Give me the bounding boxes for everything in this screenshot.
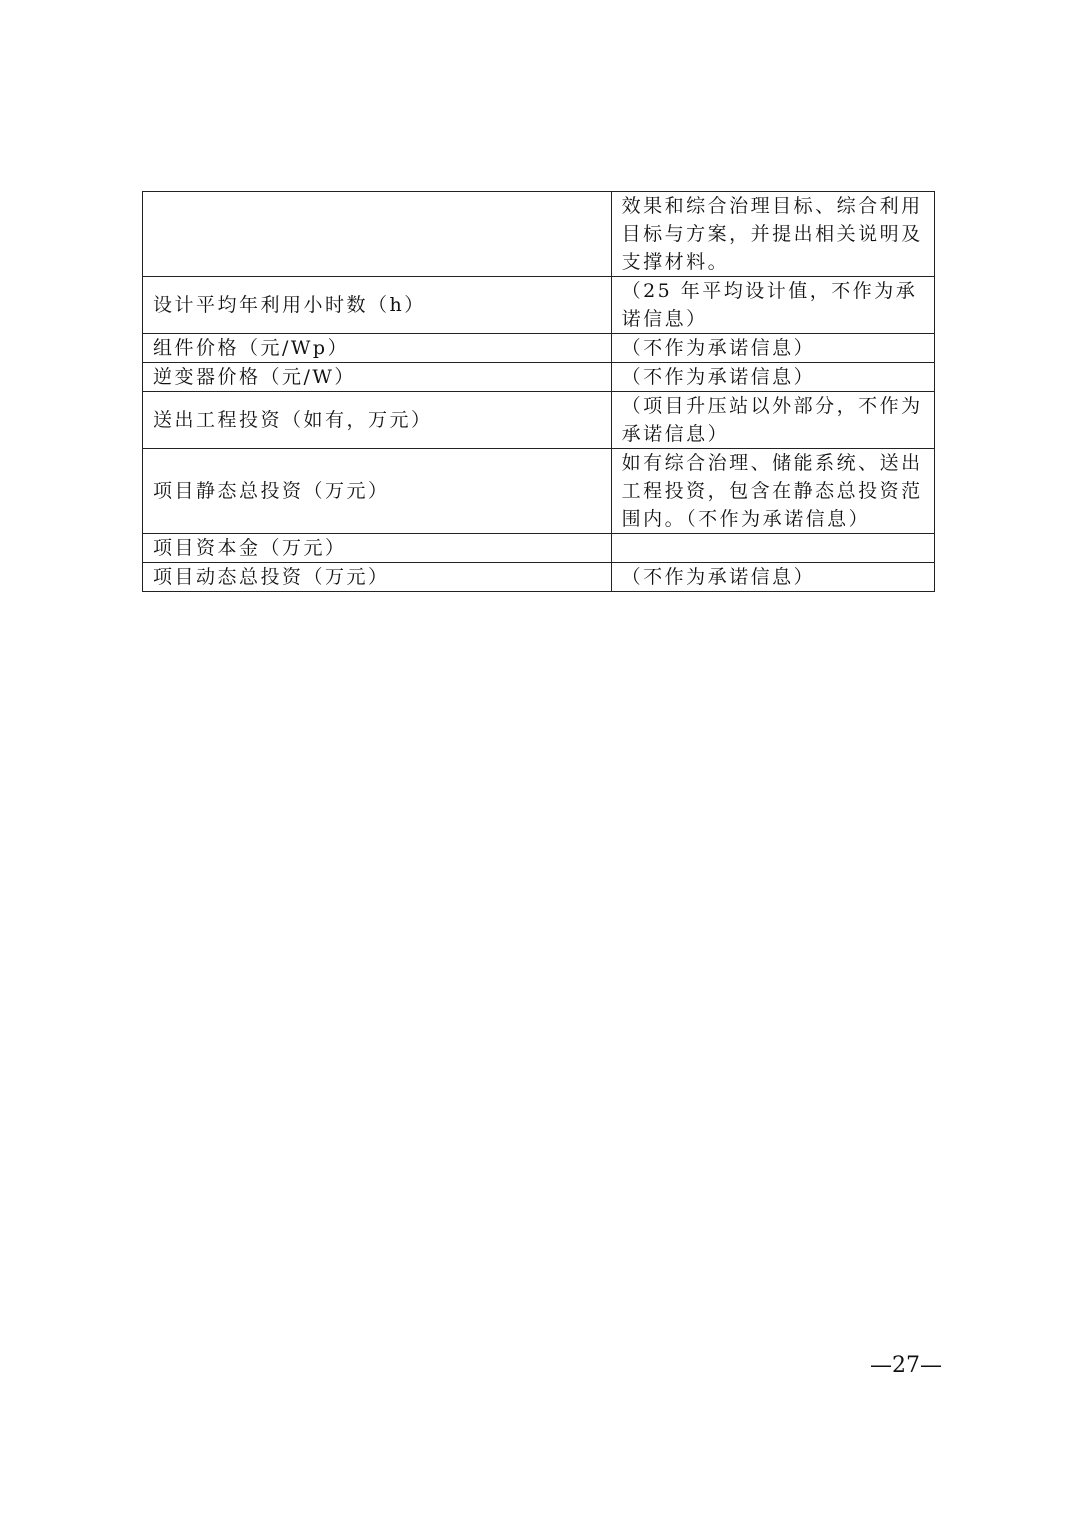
- row-label: 逆变器价格（元/W）: [143, 363, 612, 392]
- row-note: （项目升压站以外部分，不作为承诺信息）: [611, 392, 934, 449]
- row-note: （不作为承诺信息）: [611, 334, 934, 363]
- row-note: [611, 534, 934, 563]
- investment-info-table: [142, 191, 935, 592]
- table-row: [143, 534, 935, 563]
- table-row: [143, 563, 935, 592]
- row-label: 组件价格（元/Wp）: [143, 334, 612, 363]
- table-row: [143, 192, 935, 277]
- row-label: 项目动态总投资（万元）: [143, 563, 612, 592]
- row-note: 如有综合治理、储能系统、送出工程投资，包含在静态总投资范围内。（不作为承诺信息）: [611, 449, 934, 534]
- row-label: [143, 192, 612, 277]
- page-number: —27—: [870, 1353, 942, 1378]
- table-row: [143, 334, 935, 363]
- row-note: 效果和综合治理目标、综合利用目标与方案，并提出相关说明及支撑材料。: [611, 192, 934, 277]
- row-label: 项目静态总投资（万元）: [143, 449, 612, 534]
- row-label: 送出工程投资（如有，万元）: [143, 392, 612, 449]
- row-label: 设计平均年利用小时数（h）: [143, 277, 612, 334]
- row-note: （不作为承诺信息）: [611, 363, 934, 392]
- table-row: [143, 363, 935, 392]
- row-label: 项目资本金（万元）: [143, 534, 612, 563]
- table-row: [143, 277, 935, 334]
- table-row: [143, 449, 935, 534]
- row-note: （25 年平均设计值，不作为承诺信息）: [611, 277, 934, 334]
- row-note: （不作为承诺信息）: [611, 563, 934, 592]
- table-row: [143, 392, 935, 449]
